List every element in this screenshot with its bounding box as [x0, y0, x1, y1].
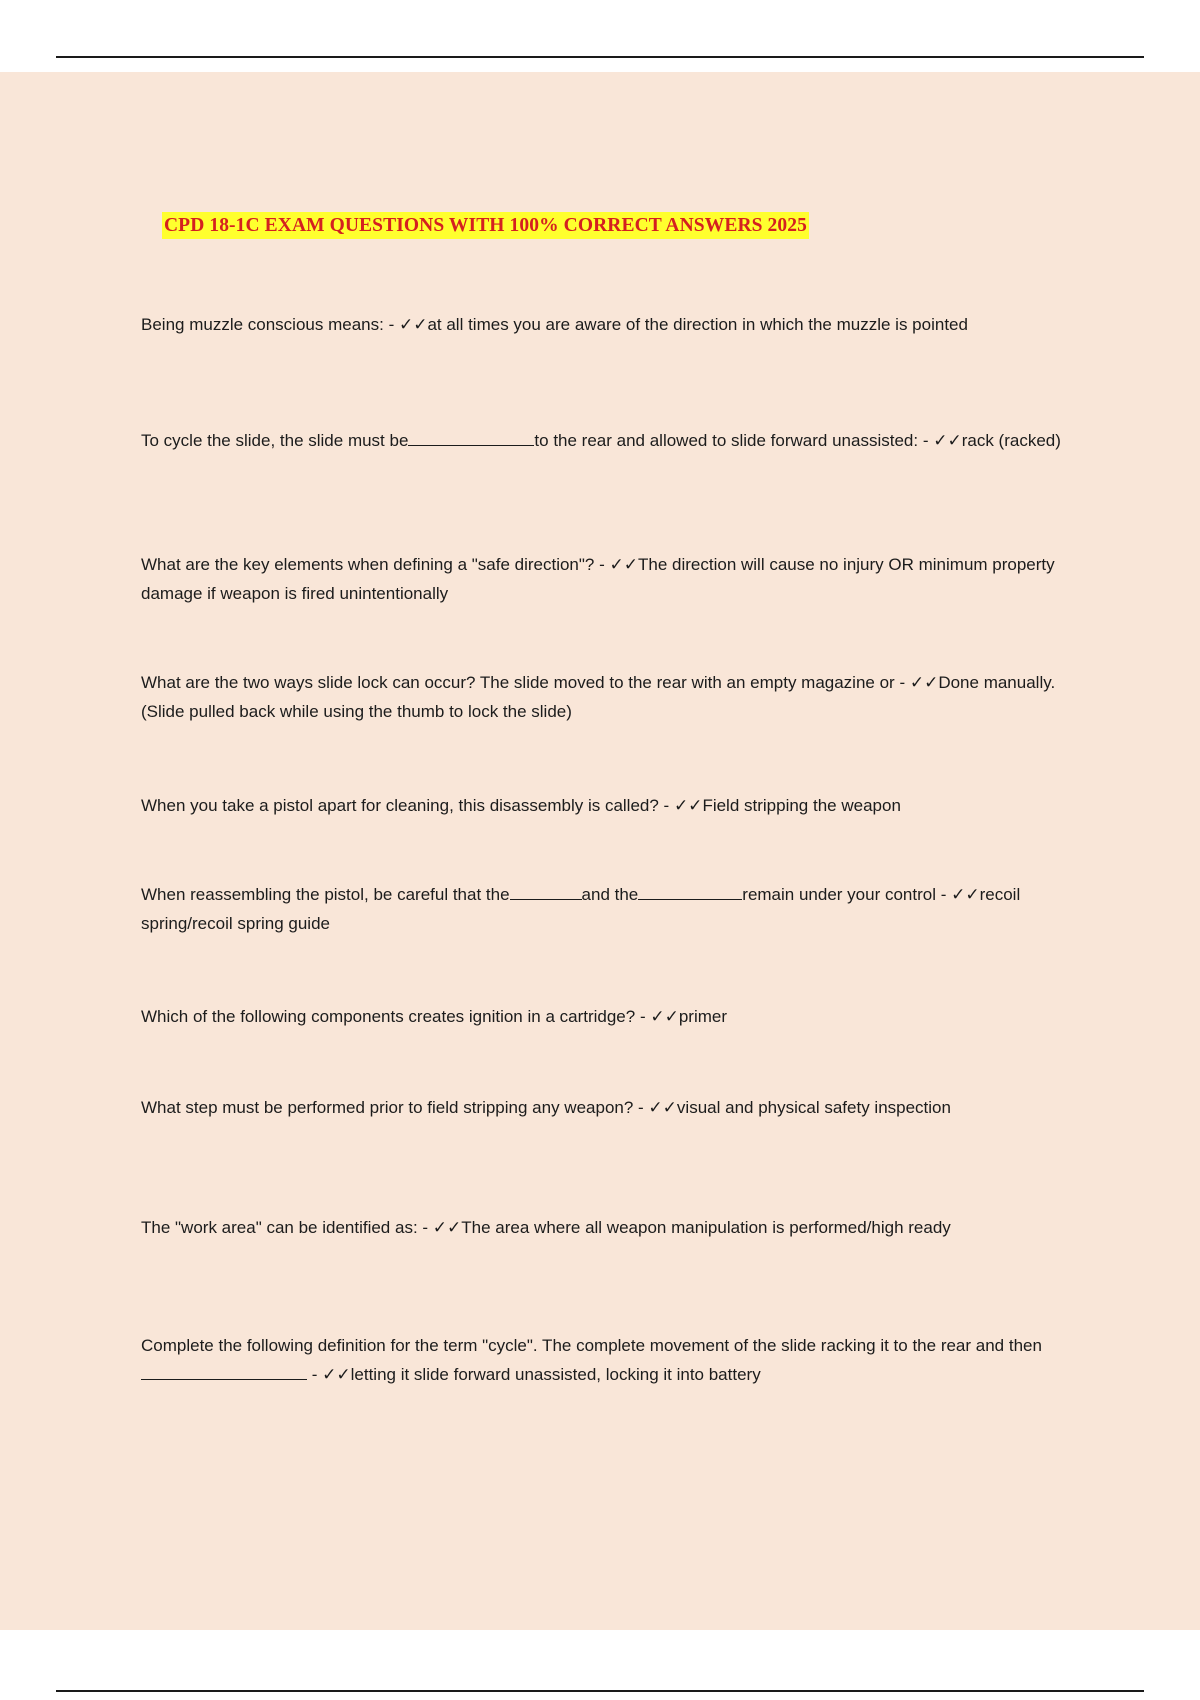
fill-in-blank — [510, 881, 582, 900]
separator: - — [633, 1098, 649, 1117]
separator: - — [936, 885, 952, 904]
question-text: to the rear and allowed to slide forward unassisted: — [534, 431, 919, 450]
question-text: The "work area" can be identified as: — [141, 1218, 418, 1237]
qa-item-2 — [141, 426, 1061, 455]
fill-in-blank — [141, 1361, 307, 1380]
title-block — [162, 212, 809, 239]
answer-text: The direction will cause no injury OR minimum property damage if weapon is fired unintentionally — [141, 555, 1055, 603]
separator: - — [594, 555, 610, 574]
fill-in-blank — [638, 881, 742, 900]
answer-text: Field stripping the weapon — [702, 796, 901, 815]
question-text: Being muzzle conscious means: — [141, 315, 384, 334]
top-rule — [56, 56, 1144, 58]
bottom-rule — [56, 1690, 1144, 1692]
qa-item-3 — [141, 550, 1061, 608]
qa-item-6 — [141, 880, 1061, 938]
question-text: When you take a pistol apart for cleaning, this disassembly is called? — [141, 796, 659, 815]
answer-text: recoil spring/recoil spring guide — [141, 885, 1021, 933]
check-mark-icon: ✓✓ — [650, 1007, 679, 1026]
question-text: Complete the following definition for the term "cycle". The complete movement of the slide racking it to the rear and then — [141, 1336, 1042, 1355]
separator: - — [658, 796, 674, 815]
answer-text: visual and physical safety inspection — [676, 1098, 951, 1117]
check-mark-icon: ✓✓ — [609, 555, 638, 574]
qa-item-9 — [141, 1213, 1061, 1242]
separator: - — [918, 431, 934, 450]
fill-in-blank — [408, 427, 534, 446]
answer-text: Done manually. (Slide pulled back while using the thumb to lock the slide) — [141, 673, 1056, 721]
check-mark-icon: ✓✓ — [398, 315, 428, 334]
question-text: Which of the following components creates ignition in a cartridge? — [141, 1007, 636, 1026]
question-text: What step must be performed prior to field stripping any weapon? — [141, 1098, 634, 1117]
check-mark-icon: ✓✓ — [432, 1218, 462, 1237]
separator: - — [635, 1007, 651, 1026]
question-text: remain under your control — [742, 885, 936, 904]
answer-text: letting it slide forward unassisted, locking it into battery — [350, 1365, 761, 1384]
answer-text: rack (racked) — [961, 431, 1061, 450]
answer-text: primer — [678, 1007, 727, 1026]
separator: - — [307, 1365, 323, 1384]
question-text: and the — [581, 885, 639, 904]
separator: - — [383, 315, 399, 334]
document-page — [0, 72, 1200, 1630]
qa-item-1 — [141, 310, 1061, 339]
question-text: When reassembling the pistol, be careful that the — [141, 885, 510, 904]
check-mark-icon: ✓✓ — [322, 1365, 351, 1384]
question-text: What are the two ways slide lock can occur? The slide moved to the rear with an empty magazine or — [141, 673, 895, 692]
separator: - — [894, 673, 910, 692]
answer-text: at all times you are aware of the direction in which the muzzle is pointed — [427, 315, 968, 334]
qa-item-7 — [141, 1002, 1061, 1031]
question-text: To cycle the slide, the slide must be — [141, 431, 409, 450]
check-mark-icon: ✓✓ — [648, 1098, 677, 1117]
separator: - — [417, 1218, 433, 1237]
check-mark-icon: ✓✓ — [951, 885, 980, 904]
document-title: CPD 18-1C EXAM QUESTIONS WITH 100% CORRECT ANSWERS 2025 — [162, 212, 809, 239]
qa-item-5 — [141, 791, 1061, 820]
check-mark-icon: ✓✓ — [933, 431, 962, 450]
check-mark-icon: ✓✓ — [909, 673, 939, 692]
check-mark-icon: ✓✓ — [673, 796, 703, 815]
qa-item-4 — [141, 668, 1061, 726]
answer-text: The area where all weapon manipulation is performed/high ready — [461, 1218, 951, 1237]
question-text: What are the key elements when defining a "safe direction"? — [141, 555, 595, 574]
qa-item-8 — [141, 1093, 1061, 1122]
qa-item-10 — [141, 1331, 1061, 1389]
